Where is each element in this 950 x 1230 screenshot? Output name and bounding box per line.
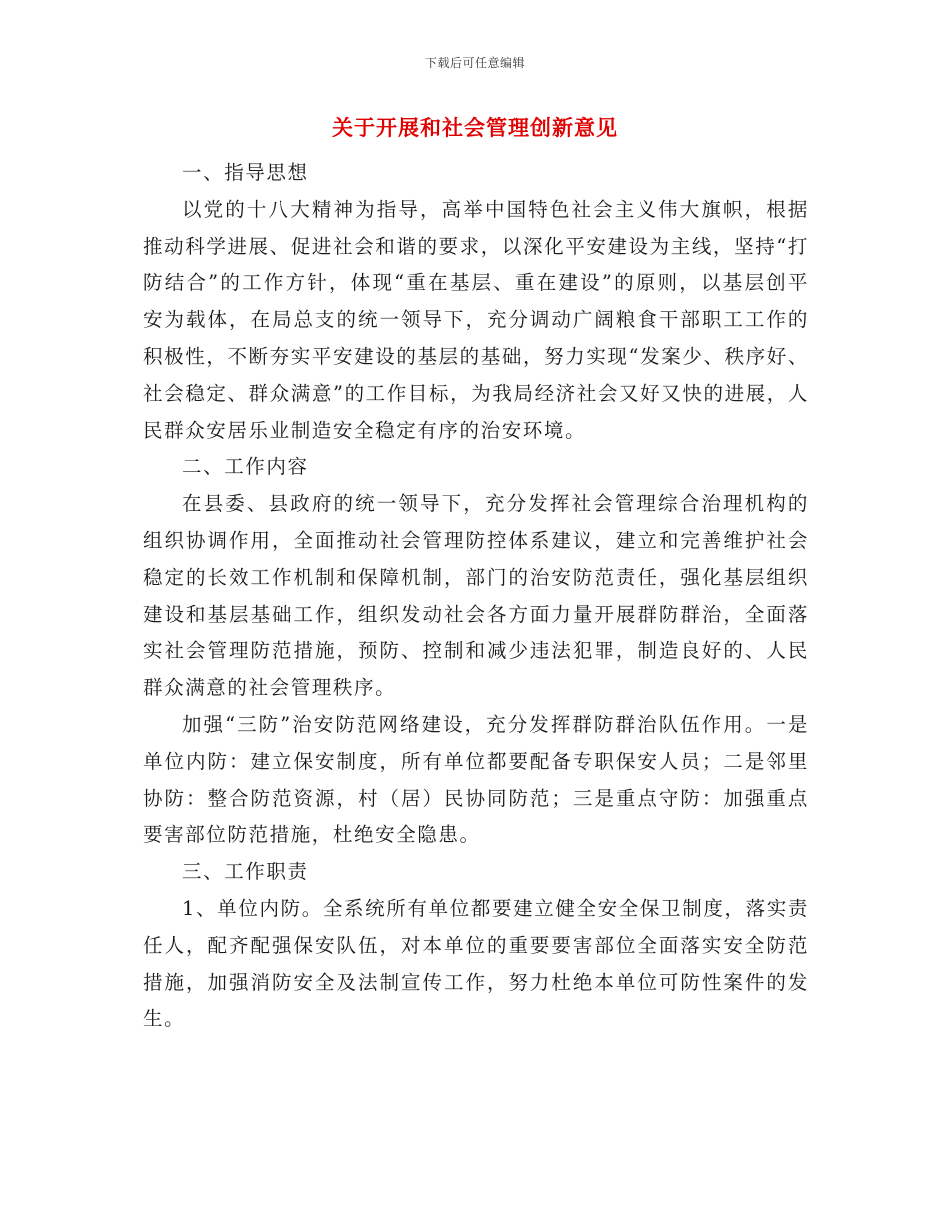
paragraph-guiding-ideology: 以党的十八大精神为指导，高举中国特色社会主义伟大旗帜，根据推动科学进展、促进社会和谐的要求，以深化平安建设为主线，坚持“打防结合”的工作方针，体现“重在基层、重在建设”的原则，以基层创平安为载体，在局总支的统一领导下，充分调动广阔粮食干部职工工作的积极性，不断夯实平安建设的基层的基础，努力实现“发案少、秩序好、社会稳定、群众满意”的工作目标，为我局经济社会又好又快的进展，人民群众安居乐业制造安全稳定有序的治安环境。 bbox=[143, 197, 809, 442]
section-heading-guiding-ideology: 一、指导思想 bbox=[182, 161, 309, 184]
paragraph-three-defenses: 加强“三防”治安防范网络建设，充分发挥群防群治队伍作用。一是单位内防：建立保安制度，所有单位都要配备专职保安人员；二是邻里协防：整合防范资源，村（居）民协同防范；三是重点守防：加强重点要害部位防范措施，杜绝安全隐患。 bbox=[143, 712, 809, 847]
paragraph-unit-internal-defense: 1、单位内防。全系统所有单位都要建立健全安全保卫制度，落实责任人，配齐配强保安队伍，对本单位的重要要害部位全面落实安全防范措施，加强消防安全及法制宣传工作，努力杜绝本单位可防性案件的发生。 bbox=[143, 896, 809, 1031]
document-body bbox=[143, 155, 809, 1038]
header-note: 下载后可任意编辑 bbox=[424, 56, 525, 70]
paragraph-work-content: 在县委、县政府的统一领导下，充分发挥社会管理综合治理机构的组织协调作用，全面推动社会管理防控体系建议，建立和完善维护社会稳定的长效工作机制和保障机制，部门的治安防范责任，强化基层组织建设和基层基础工作，组织发动社会各方面力量开展群防群治，全面落实社会管理防范措施，预防、控制和减少违法犯罪，制造良好的、人民群众满意的社会管理秩序。 bbox=[143, 492, 809, 700]
section-heading-work-duties: 三、工作职责 bbox=[182, 860, 309, 884]
section-heading-work-content: 二、工作内容 bbox=[182, 455, 309, 479]
document-title: 关于开展和社会管理创新意见 bbox=[332, 115, 618, 140]
